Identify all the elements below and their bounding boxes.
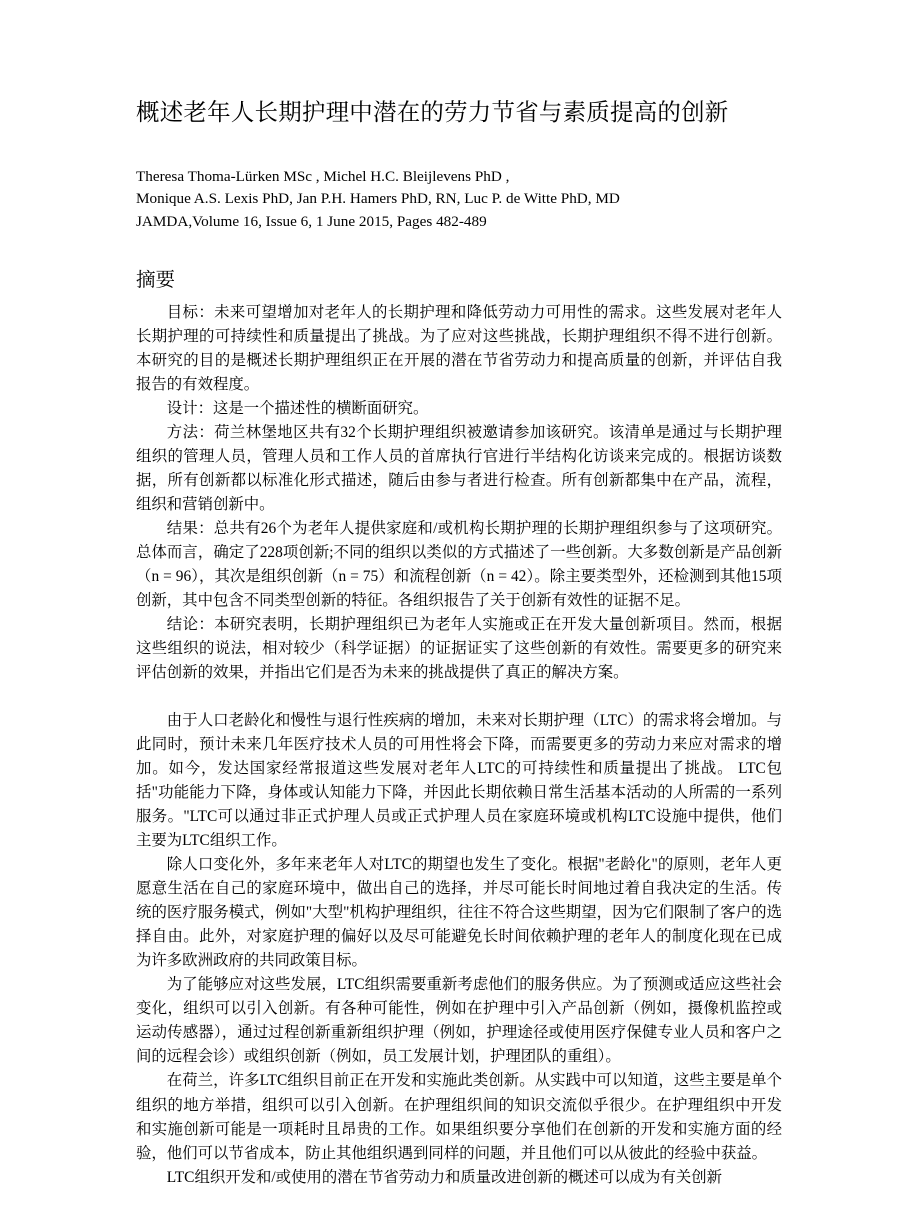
abstract-paragraph-objective: 目标：未来可望增加对老年人的长期护理和降低劳动力可用性的需求。这些发展对老年人长期护理的可持续性和质量提出了挑战。为了应对这些挑战，长期护理组织不得不进行创新。本研究的目的是概述长期护理组织正在开展的潜在节省劳动力和提高质量的创新，并评估自我报告的有效程度。	[136, 303, 782, 393]
author-block	[136, 166, 782, 234]
abstract-paragraph-methods: 方法：荷兰林堡地区共有32个长期护理组织被邀请参加该研究。该清单是通过与长期护理组织的管理人员，管理人员和工作人员的首席执行官进行半结构化访谈来完成的。根据访谈数据，所有创新都以标准化形式描述，随后由参与者进行检查。所有创新都集中在产品，流程，组织和营销创新中。	[136, 423, 782, 513]
body-text	[136, 709, 782, 1190]
body-paragraph-5: LTC组织开发和/或使用的潜在节省劳动力和质量改进创新的概述可以成为有关创新	[166, 1168, 723, 1186]
body-paragraph-1: 由于人口老龄化和慢性与退行性疾病的增加，未来对长期护理（LTC）的需求将会增加。与此同时，预计未来几年医疗技术人员的可用性将会下降，而需要更多的劳动力来应对需求的增加。如今，发达国家经常报道这些发展对老年人LTC的可持续性和质量提出了挑战。 LTC包括"功能能力下降，身体或认知能力下降，并因此长期依赖日常生活基本活动的人所需的一系列服务。"LTC可以通过非正式护理人员或正式护理人员在家庭环境或机构LTC设施中提供，他们主要为LTC组织工作。	[136, 712, 782, 850]
abstract-paragraph-conclusion: 结论：本研究表明，长期护理组织已为老年人实施或正在开发大量创新项目。然而，根据这些组织的说法，相对较少（科学证据）的证据证实了这些创新的有效性。需要更多的研究来评估创新的效果，并指出它们是否为未来的挑战提供了真正的解决方案。	[136, 615, 782, 681]
page-title: 概述老年人长期护理中潜在的劳力节省与素质提高的创新	[136, 100, 729, 126]
journal-citation: JAMDA,Volume 16, Issue 6, 1 June 2015, Pages 482-489	[136, 212, 487, 230]
body-paragraph-2: 除人口变化外，多年来老年人对LTC的期望也发生了变化。根据"老龄化"的原则，老年人更愿意生活在自己的家庭环境中，做出自己的选择，并尽可能长时间地过着自我决定的生活。传统的医疗服务模式，例如"大型"机构护理组织，往往不符合这些期望，因为它们限制了客户的选择自由。此外，对家庭护理的偏好以及尽可能避免长时间依赖护理的老年人的制度化现在已成为许多欧洲政府的共同政策目标。	[136, 856, 782, 970]
body-paragraph-4: 在荷兰，许多LTC组织目前正在开发和实施此类创新。从实践中可以知道，这些主要是单个组织的地方举措，组织可以引入创新。在护理组织间的知识交流似乎很少。在护理组织中开发和实施创新可能是一项耗时且昂贵的工作。如果组织要分享他们在创新的开发和实施方面的经验，他们可以节省成本，防止其他组织遇到同样的问题，并且他们可以从彼此的经验中获益。	[136, 1072, 782, 1162]
section-divider	[136, 685, 782, 709]
body-paragraph-3: 为了能够应对这些发展，LTC组织需要重新考虑他们的服务供应。为了预测或适应这些社会变化，组织可以引入创新。有各种可能性，例如在护理中引入产品创新（例如，摄像机监控或运动传感器），通过过程创新重新组织护理（例如，护理途径或使用医疗保健专业人员和客户之间的远程会诊）或组织创新（例如，员工发展计划，护理团队的重组）。	[136, 976, 782, 1066]
authors-line-1: Theresa Thoma-Lürken MSc , Michel H.C. Bleijlevens PhD ,	[136, 167, 510, 185]
abstract-heading: 摘要	[136, 270, 176, 292]
abstract-paragraph-results: 结果：总共有26个为老年人提供家庭和/或机构长期护理的长期护理组织参与了这项研究。总体而言，确定了228项创新;不同的组织以类似的方式描述了一些创新。大多数创新是产品创新（n = 96），其次是组织创新（n = 75）和流程创新（n = 42）。除主要类型外，还检测到其他15项创新，其中包含不同类型创新的特征。各组织报告了关于创新有效性的证据不足。	[136, 519, 782, 609]
authors-line-2: Monique A.S. Lexis PhD, Jan P.H. Hamers PhD, RN, Luc P. de Witte PhD, MD	[136, 190, 620, 208]
abstract-paragraph-design: 设计：这是一个描述性的横断面研究。	[166, 399, 429, 417]
